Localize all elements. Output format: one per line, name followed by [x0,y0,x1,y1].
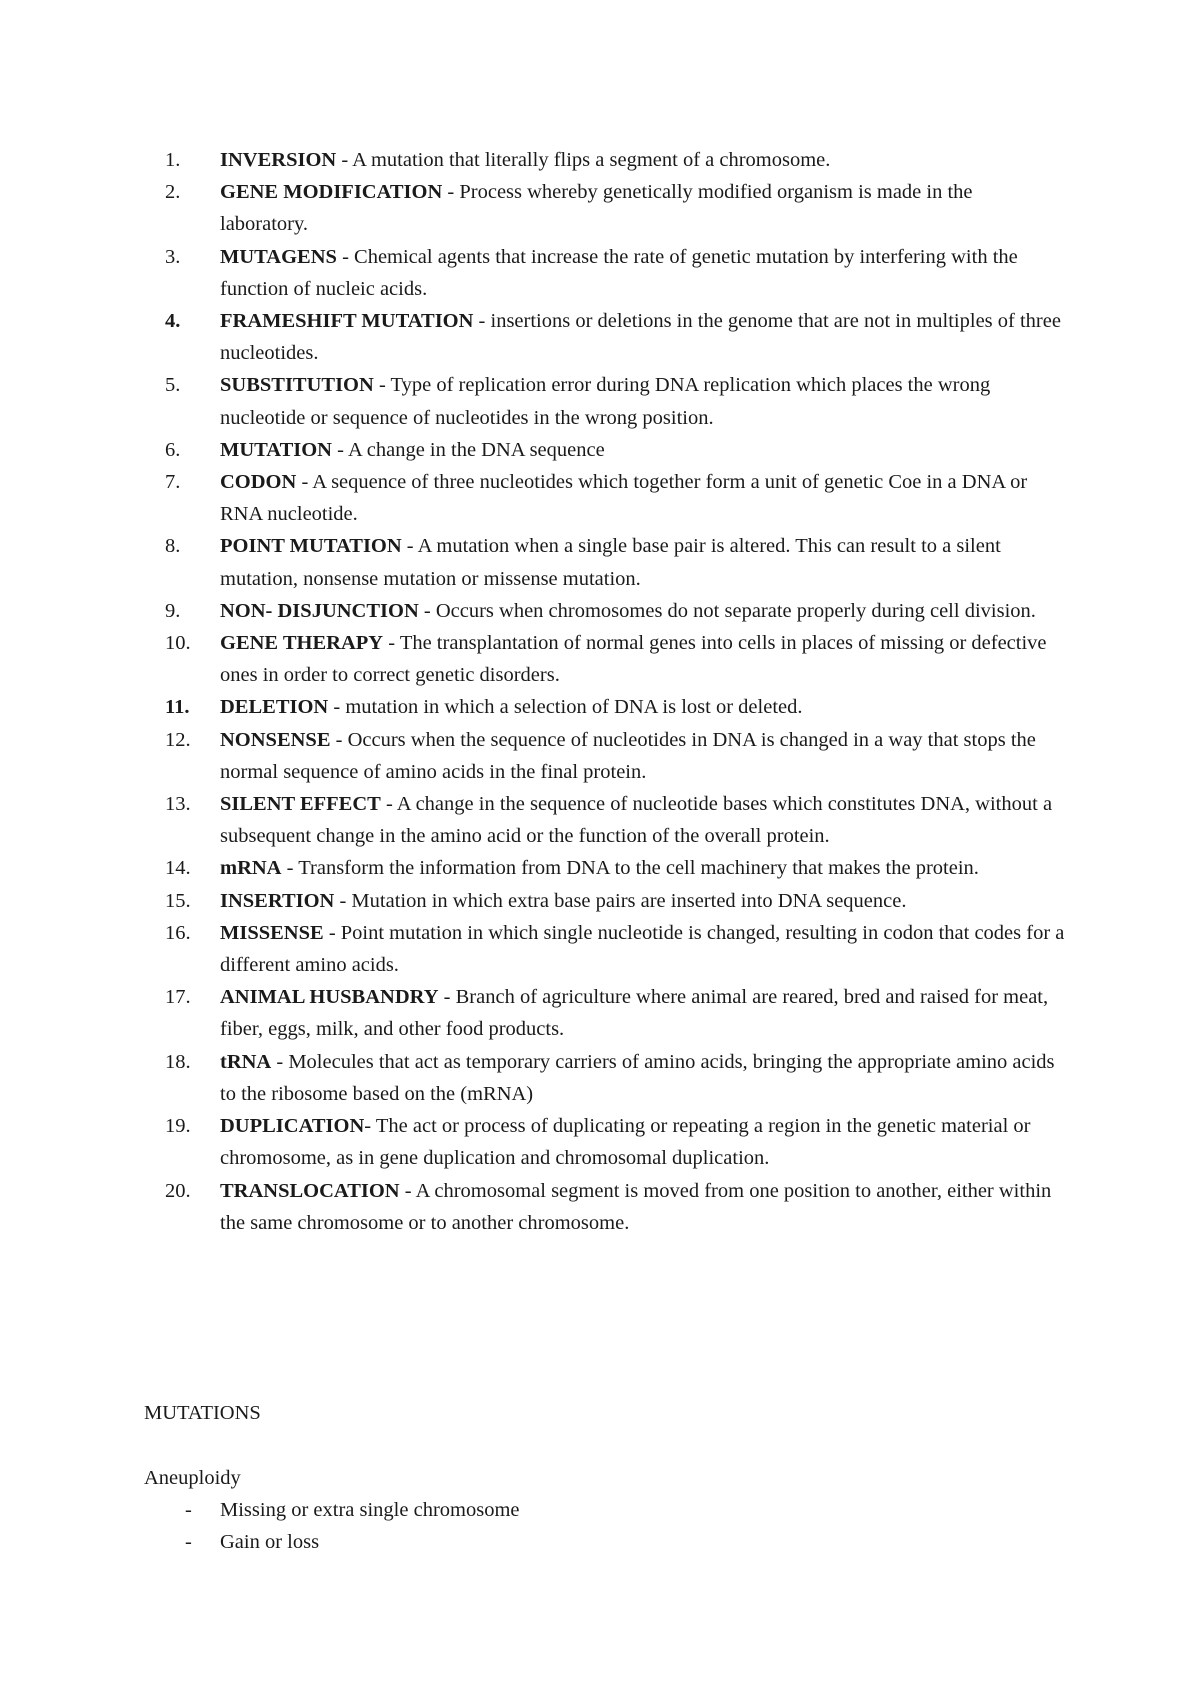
glossary-list [165,144,1065,1239]
item-separator: - [328,696,346,719]
item-separator: - [364,1115,376,1138]
list-item [165,1175,1065,1239]
item-separator: - [418,599,436,622]
dash-marker: - [185,1531,192,1554]
item-definition: Occurs when chromosomes do not separate properly during cell division. [435,599,1036,622]
item-definition: Transform the information from DNA to the cell machinery that makes the protein. [298,857,979,880]
item-term: MUTATION [220,438,332,461]
list-item [165,627,1065,691]
item-number: 17. [165,986,191,1009]
list-item [165,852,1065,884]
item-term: NON- DISJUNCTION [220,599,419,622]
item-term: NONSENSE [220,728,331,751]
item-definition: A change in the DNA sequence [347,438,605,461]
item-term: DELETION [220,696,329,719]
item-separator: - [296,471,313,494]
list-item [165,1110,1065,1174]
item-definition: The act or process of duplicating or repeating a region in the genetic material or chromosome, as in gene duplication and chromosomal duplication. [220,1115,1031,1170]
item-number: 15. [165,889,191,912]
item-term: CODON [220,471,297,494]
item-definition: The transplantation of normal genes into cells in places of missing or defective ones in order to correct genetic disorders. [220,632,1047,687]
item-number: 1. [165,149,181,171]
item-definition: Point mutation in which single nucleotide is changed, resulting in codon that codes for a different amino acids. [220,921,1065,977]
item-definition: mutation in which a selection of DNA is lost or deleted. [345,696,803,719]
item-number: 19. [165,1115,191,1138]
item-number: 14. [165,857,191,880]
item-definition: Mutation in which extra base pairs are inserted into DNA sequence. [351,889,907,912]
item-separator: - [336,149,353,171]
item-definition: A change in the sequence of nucleotide bases which constitutes DNA, without a subsequent change in the amino acid or the function of the overall protein. [220,793,1053,848]
item-definition: Branch of agriculture where animal are reared, bred and raised for meat, fiber, eggs, milk, and other food products. [220,986,1049,1041]
item-term: mRNA [220,857,282,880]
item-number: 8. [165,535,181,558]
item-definition: Chemical agents that increase the rate of genetic mutation by interfering with the function of nucleic acids. [220,245,1018,300]
dash-marker: - [185,1499,192,1521]
item-number: 3. [165,245,181,268]
bullet-text: Missing or extra single chromosome [220,1499,520,1521]
item-separator: - [383,632,400,655]
item-separator: - [380,793,397,816]
item-number: 6. [165,438,181,461]
item-separator: - [323,921,341,944]
list-item [165,1046,1065,1110]
item-number: 2. [165,181,181,204]
item-separator: - [332,438,348,461]
list-item [165,788,1065,852]
list-item [165,144,1065,176]
item-term: DUPLICATION [220,1115,365,1138]
list-item [165,724,1065,788]
item-separator: - [473,310,491,333]
item-term: POINT MUTATION [220,535,402,558]
list-item [165,595,1065,627]
item-term: GENE MODIFICATION [220,181,443,204]
item-definition: Molecules that act as temporary carriers of amino acids, bringing the appropriate amino acids to the ribosome based on the (mRNA) [220,1050,1055,1105]
item-separator: - [271,1050,289,1073]
list-item [165,466,1065,530]
bullet-list [185,1494,519,1558]
list-item [165,917,1065,981]
list-item [165,305,1065,369]
item-number: 4. [165,310,181,333]
item-separator: - [281,857,299,880]
list-item [165,691,1065,723]
item-separator: - [438,986,456,1009]
item-separator: - [373,374,391,397]
item-term: FRAMESHIFT MUTATION [220,310,474,333]
list-item [165,981,1065,1045]
item-definition: A mutation when a single base pair is altered. This can result to a silent mutation, nonsense mutation or missense mutation. [220,535,1001,590]
item-definition: insertions or deletions in the genome that are not in multiples of three nucleotides. [220,310,1061,365]
list-item [165,369,1065,433]
item-separator: - [330,728,348,751]
item-definition: A chromosomal segment is moved from one position to another, either within the same chromosome or to another chromosome. [220,1179,1052,1234]
item-number: 20. [165,1179,191,1202]
item-definition: Process whereby genetically modified organism is made in the laboratory. [220,181,973,236]
item-number: 12. [165,728,191,751]
item-term: TRANSLOCATION [220,1179,400,1202]
item-separator: - [442,181,460,204]
sub-heading: Aneuploidy [144,1467,241,1489]
item-term: ANIMAL HUSBANDRY [220,986,439,1009]
item-definition: Occurs when the sequence of nucleotides in DNA is changed in a way that stops the normal sequence of amino acids in the final protein. [220,728,1036,783]
item-number: 10. [165,632,191,655]
item-number: 9. [165,599,181,622]
list-item [165,885,1065,917]
item-separator: - [401,535,418,558]
item-separator: - [399,1179,416,1202]
list-item [185,1526,519,1558]
item-term: INVERSION [220,149,337,171]
item-separator: - [336,245,355,268]
item-term: MUTAGENS [220,245,337,268]
item-number: 11. [165,696,190,719]
bullet-text: Gain or loss [220,1531,320,1554]
item-number: 16. [165,921,191,944]
item-number: 13. [165,793,191,816]
item-term: GENE THERAPY [220,632,384,655]
item-definition: Type of replication error during DNA replication which places the wrong nucleotide or sequence of nucleotides in the wrong position. [220,374,991,429]
list-item [165,176,1065,240]
item-number: 5. [165,374,181,397]
list-item [165,530,1065,594]
item-separator: - [334,889,352,912]
item-number: 18. [165,1050,191,1073]
item-term: SUBSTITUTION [220,374,374,397]
item-number: 7. [165,471,181,494]
item-term: INSERTION [220,889,335,912]
list-item [165,434,1065,466]
item-definition: A mutation that literally flips a segment of a chromosome. [352,149,831,171]
section-heading: MUTATIONS [144,1402,261,1424]
item-term: SILENT EFFECT [220,793,381,816]
item-term: MISSENSE [220,921,324,944]
item-term: tRNA [220,1050,272,1073]
list-item [165,241,1065,305]
list-item [185,1494,519,1526]
item-definition: A sequence of three nucleotides which together form a unit of genetic Coe in a DNA or RNA nucleotide. [220,471,1028,526]
